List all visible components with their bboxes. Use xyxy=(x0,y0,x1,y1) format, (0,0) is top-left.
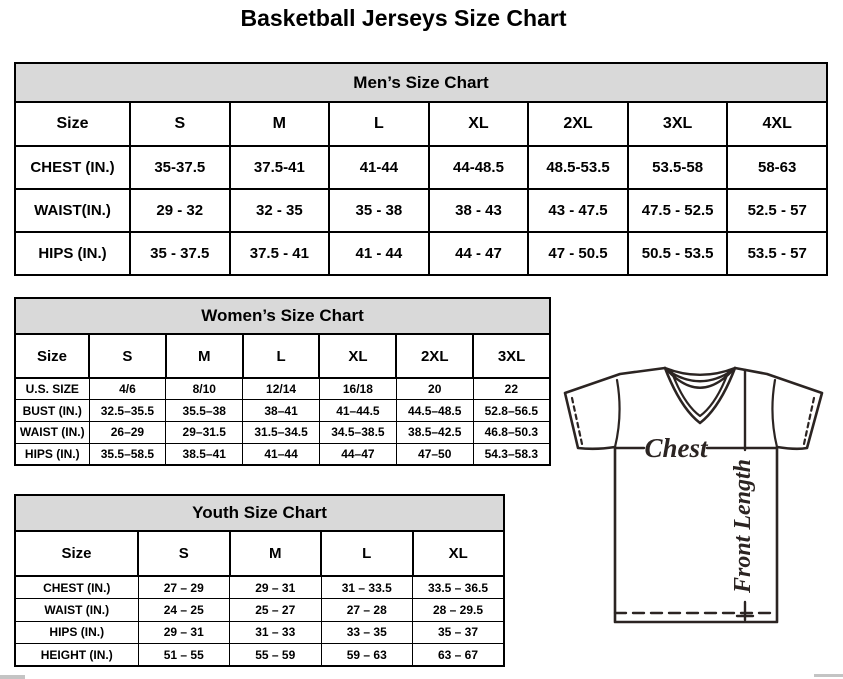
size-value-cell: 29 – 31 xyxy=(230,576,322,599)
size-value-cell: 46.8–50.3 xyxy=(473,422,550,444)
size-value-cell: 47–50 xyxy=(396,443,473,465)
size-value-cell: 8/10 xyxy=(166,378,243,400)
womens-size-chart xyxy=(14,297,551,466)
size-value-cell: 53.5 - 57 xyxy=(727,232,827,275)
page-title: Basketball Jerseys Size Chart xyxy=(240,5,567,31)
size-column-header: M xyxy=(166,334,243,378)
size-column-header: 4XL xyxy=(727,102,827,146)
size-value-cell: 41 - 44 xyxy=(329,232,429,275)
size-value-cell: 41–44 xyxy=(243,443,320,465)
size-value-cell: 38–41 xyxy=(243,400,320,422)
size-value-cell: 41–44.5 xyxy=(319,400,396,422)
size-column-header: M xyxy=(230,531,322,576)
measurement-row xyxy=(15,443,550,465)
size-value-cell: 54.3–58.3 xyxy=(473,443,550,465)
size-value-cell: 38.5–41 xyxy=(166,443,243,465)
measurement-row xyxy=(15,378,550,400)
size-value-cell: 52.5 - 57 xyxy=(727,189,827,232)
row-label: BUST (IN.) xyxy=(15,400,89,422)
size-value-cell: 44.5–48.5 xyxy=(396,400,473,422)
size-column-header: M xyxy=(230,102,330,146)
row-label: WAIST (IN.) xyxy=(15,599,138,622)
size-value-cell: 38 - 43 xyxy=(429,189,529,232)
measurement-row xyxy=(15,644,504,667)
measurement-row xyxy=(15,189,827,232)
size-value-cell: 53.5-58 xyxy=(628,146,728,189)
row-label: HEIGHT (IN.) xyxy=(15,644,138,667)
size-value-cell: 63 – 67 xyxy=(413,644,505,667)
size-column-header: 2XL xyxy=(396,334,473,378)
row-label: WAIST(IN.) xyxy=(15,189,130,232)
measurement-row xyxy=(15,422,550,444)
size-value-cell: 22 xyxy=(473,378,550,400)
measurement-row xyxy=(15,621,504,644)
row-label: HIPS (IN.) xyxy=(15,621,138,644)
size-value-cell: 29–31.5 xyxy=(166,422,243,444)
size-column-header: 3XL xyxy=(628,102,728,146)
measurement-row xyxy=(15,599,504,622)
size-value-cell: 31 – 33 xyxy=(230,621,322,644)
size-column-header: L xyxy=(329,102,429,146)
front-length-label: Front Length xyxy=(730,458,756,594)
youth-chart-title: Youth Size Chart xyxy=(14,494,505,532)
mens-size-table xyxy=(14,101,828,276)
measurement-row xyxy=(15,146,827,189)
womens-chart-title: Women’s Size Chart xyxy=(14,297,551,335)
size-corner-header: Size xyxy=(15,531,138,576)
size-column-header: 2XL xyxy=(528,102,628,146)
size-column-header: S xyxy=(89,334,166,378)
size-value-cell: 51 – 55 xyxy=(138,644,230,667)
size-corner-header: Size xyxy=(15,334,89,378)
size-value-cell: 31.5–34.5 xyxy=(243,422,320,444)
size-value-cell: 4/6 xyxy=(89,378,166,400)
size-value-cell: 59 – 63 xyxy=(321,644,413,667)
size-column-header: XL xyxy=(413,531,505,576)
size-column-header: S xyxy=(130,102,230,146)
collar-icon xyxy=(665,368,735,388)
size-column-header: XL xyxy=(429,102,529,146)
size-value-cell: 29 – 31 xyxy=(138,621,230,644)
armhole-seam-left xyxy=(615,380,620,447)
size-column-header: XL xyxy=(319,334,396,378)
size-value-cell: 44-48.5 xyxy=(429,146,529,189)
size-value-cell: 24 – 25 xyxy=(138,599,230,622)
row-label: HIPS (IN.) xyxy=(15,232,130,275)
mens-size-chart xyxy=(14,62,828,276)
size-value-cell: 35 - 38 xyxy=(329,189,429,232)
size-value-cell: 44 - 47 xyxy=(429,232,529,275)
page-edge-artifact-left xyxy=(0,675,25,679)
page-edge-artifact-right xyxy=(814,674,843,677)
size-header-row xyxy=(15,102,827,146)
size-value-cell: 48.5-53.5 xyxy=(528,146,628,189)
size-corner-header: Size xyxy=(15,102,130,146)
size-value-cell: 43 - 47.5 xyxy=(528,189,628,232)
size-value-cell: 25 – 27 xyxy=(230,599,322,622)
size-value-cell: 58-63 xyxy=(727,146,827,189)
size-value-cell: 37.5-41 xyxy=(230,146,330,189)
jersey-measurement-diagram xyxy=(556,364,830,626)
size-value-cell: 16/18 xyxy=(319,378,396,400)
measurement-row xyxy=(15,232,827,275)
measurement-row xyxy=(15,576,504,599)
armhole-seam-right xyxy=(772,380,777,447)
chest-label: Chest xyxy=(644,433,708,463)
womens-size-table xyxy=(14,333,551,466)
size-header-row xyxy=(15,531,504,576)
size-value-cell: 33 – 35 xyxy=(321,621,413,644)
youth-size-chart xyxy=(14,494,505,667)
size-value-cell: 35 – 37 xyxy=(413,621,505,644)
size-value-cell: 34.5–38.5 xyxy=(319,422,396,444)
size-value-cell: 55 – 59 xyxy=(230,644,322,667)
size-value-cell: 47 - 50.5 xyxy=(528,232,628,275)
size-value-cell: 37.5 - 41 xyxy=(230,232,330,275)
row-label: U.S. SIZE xyxy=(15,378,89,400)
size-value-cell: 26–29 xyxy=(89,422,166,444)
size-value-cell: 33.5 – 36.5 xyxy=(413,576,505,599)
size-header-row xyxy=(15,334,550,378)
size-column-header: S xyxy=(138,531,230,576)
youth-size-table xyxy=(14,530,505,667)
size-value-cell: 27 – 29 xyxy=(138,576,230,599)
size-value-cell: 38.5–42.5 xyxy=(396,422,473,444)
size-value-cell: 32.5–35.5 xyxy=(89,400,166,422)
size-value-cell: 32 - 35 xyxy=(230,189,330,232)
size-value-cell: 31 – 33.5 xyxy=(321,576,413,599)
size-value-cell: 35-37.5 xyxy=(130,146,230,189)
size-value-cell: 52.8–56.5 xyxy=(473,400,550,422)
cuff-dash-left xyxy=(572,398,582,444)
size-value-cell: 12/14 xyxy=(243,378,320,400)
jersey-outline-icon xyxy=(565,368,822,622)
size-column-header: L xyxy=(321,531,413,576)
size-value-cell: 28 – 29.5 xyxy=(413,599,505,622)
size-value-cell: 27 – 28 xyxy=(321,599,413,622)
size-column-header: 3XL xyxy=(473,334,550,378)
size-value-cell: 29 - 32 xyxy=(130,189,230,232)
mens-chart-title: Men’s Size Chart xyxy=(14,62,828,103)
measurement-row xyxy=(15,400,550,422)
size-value-cell: 47.5 - 52.5 xyxy=(628,189,728,232)
size-value-cell: 35 - 37.5 xyxy=(130,232,230,275)
row-label: WAIST (IN.) xyxy=(15,422,89,444)
size-column-header: L xyxy=(243,334,320,378)
size-value-cell: 35.5–58.5 xyxy=(89,443,166,465)
row-label: HIPS (IN.) xyxy=(15,443,89,465)
row-label: CHEST (IN.) xyxy=(15,576,138,599)
size-value-cell: 50.5 - 53.5 xyxy=(628,232,728,275)
size-value-cell: 35.5–38 xyxy=(166,400,243,422)
row-label: CHEST (IN.) xyxy=(15,146,130,189)
size-value-cell: 41-44 xyxy=(329,146,429,189)
size-value-cell: 44–47 xyxy=(319,443,396,465)
size-value-cell: 20 xyxy=(396,378,473,400)
